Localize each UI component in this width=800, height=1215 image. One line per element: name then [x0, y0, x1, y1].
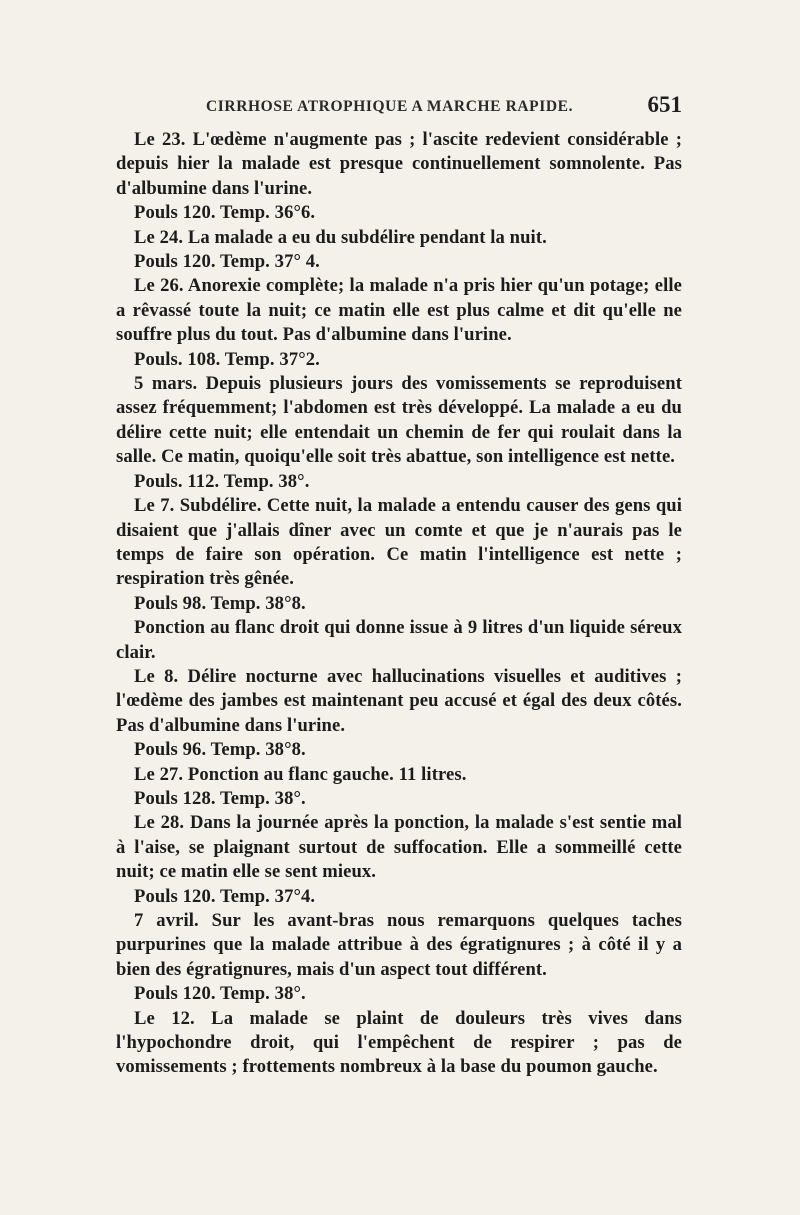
vital-signs: Pouls 120. Temp. 37° 4.: [134, 251, 320, 273]
paragraph: Le 12. La malade se plaint de douleurs très vives dans l'hypochondre droit, qui l'empêchent de respirer ; pas de vomissements ; frottements nombreux à la base du poumon gauche.: [116, 1007, 682, 1078]
vital-signs: Pouls 98. Temp. 38°8.: [134, 592, 306, 614]
paragraph: Le 8. Délire nocturne avec hallucinations visuelles et auditives ; l'œdème des jambes est maintenant peu accusé et égal des deux côtés. Pas d'albumine dans l'urine.: [116, 665, 682, 736]
paragraph: Le 7. Subdélire. Cette nuit, la malade a entendu causer des gens qui disaient que j'allais dîner avec un comte et que je n'aurais pas le temps de faire son opération. Ce matin l'intelligence est nette ; respiration très gênée.: [116, 495, 682, 590]
paragraph: Le 23. L'œdème n'augmente pas ; l'ascite redevient considérable ; depuis hier la malade est presque continuellement somnolente. Pas d'albumine dans l'urine.: [116, 129, 682, 199]
paragraph: Ponction au flanc droit qui donne issue à 9 litres d'un liquide séreux clair.: [116, 617, 682, 663]
paragraph: Le 24. La malade a eu du subdélire pendant la nuit.: [134, 226, 547, 248]
vital-signs: Pouls 120. Temp. 38°.: [134, 983, 306, 1005]
paragraph: Le 28. Dans la journée après la ponction, la malade s'est sentie mal à l'aise, se plaignant surtout de suffocation. Elle a sommeillé cette nuit; ce matin elle se sent mieux.: [116, 812, 682, 883]
vital-signs: Pouls 96. Temp. 38°8.: [134, 739, 306, 761]
paragraph: 5 mars. Depuis plusieurs jours des vomissements se reproduisent assez fréquemment; l'abdomen est très développé. La malade a eu du délire cette nuit; elle entendait un chemin de fer qui roulait dans la salle. Ce matin, quoiqu'elle soit très abattue, son intelligence est nette.: [116, 373, 682, 468]
paragraph: Le 26. Anorexie complète; la malade n'a pris hier qu'un potage; elle a rêvassé toute la nuit; ce matin elle est plus calme et dit qu'elle ne souffre plus du tout. Pas d'albumine dans l'urine.: [116, 275, 682, 346]
paragraph: 7 avril. Sur les avant-bras nous remarquons quelques taches purpurines que la malade attribue à des égratignures ; à côté il y a bien des égratignures, mais d'un aspect tout différent.: [116, 910, 682, 980]
vital-signs: Pouls. 112. Temp. 38°.: [134, 470, 310, 492]
page-number: 651: [647, 92, 682, 117]
running-title: CIRRHOSE ATROPHIQUE A MARCHE RAPIDE.: [206, 98, 574, 115]
vital-signs: Pouls. 108. Temp. 37°2.: [134, 348, 320, 370]
running-head: [116, 92, 682, 126]
vital-signs: Pouls 120. Temp. 37°4.: [134, 885, 316, 907]
paragraph: Le 27. Ponction au flanc gauche. 11 litres.: [134, 763, 467, 785]
vital-signs: Pouls 120. Temp. 36°6.: [134, 202, 316, 224]
body-text: [116, 128, 682, 1080]
vital-signs: Pouls 128. Temp. 38°.: [134, 787, 306, 809]
